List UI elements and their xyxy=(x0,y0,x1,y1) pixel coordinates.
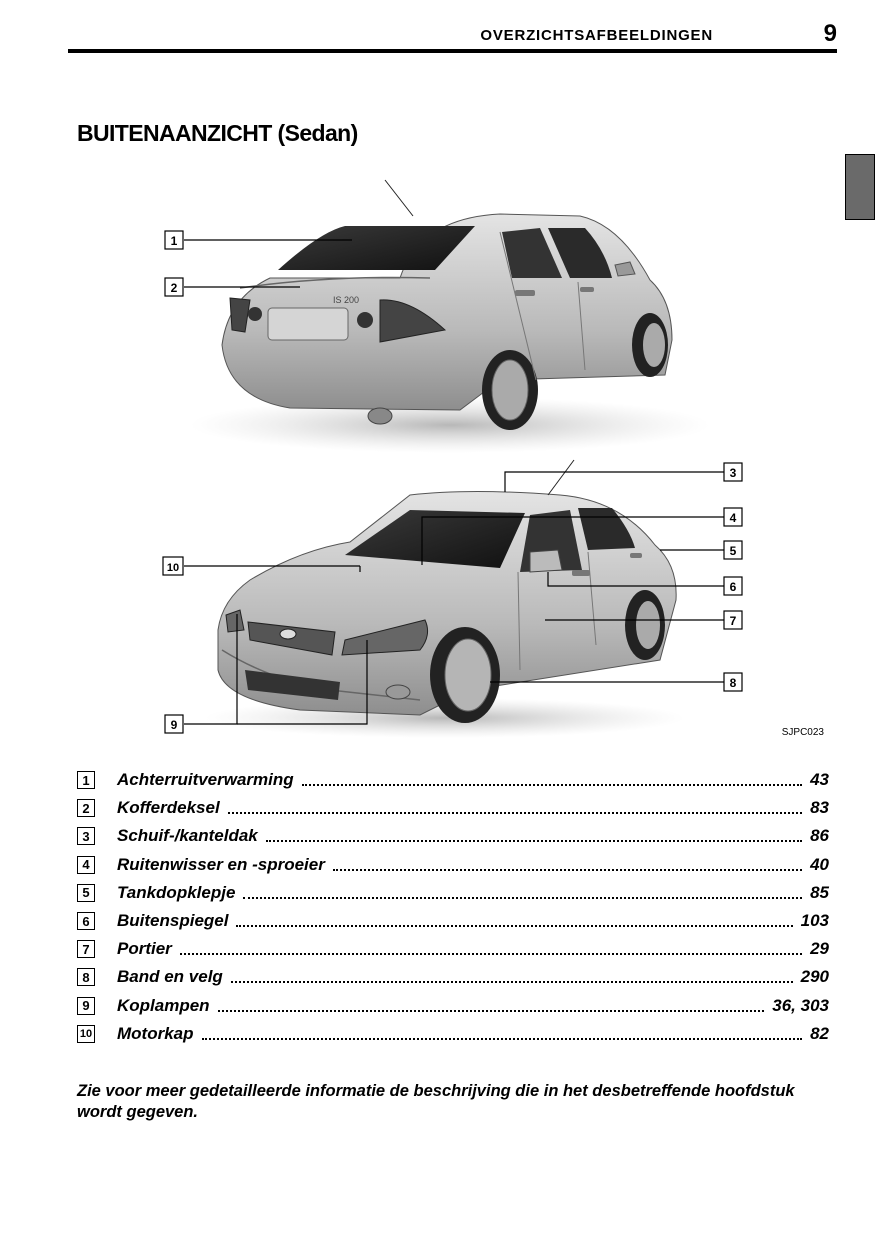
item-label: Portier xyxy=(117,939,172,959)
legend-item xyxy=(77,851,829,879)
item-number: 1 xyxy=(77,771,95,789)
item-label: Koplampen xyxy=(117,995,210,1015)
callout-9: 9 xyxy=(170,718,178,732)
item-page: 85 xyxy=(810,882,829,902)
header-rule xyxy=(68,49,837,53)
section-title: OVERZICHTSAFBEELDINGEN xyxy=(480,27,713,44)
item-number: 7 xyxy=(77,940,95,958)
item-number: 8 xyxy=(77,968,95,986)
item-number: 9 xyxy=(77,997,95,1015)
item-page: 43 xyxy=(810,770,829,790)
leader-dots xyxy=(302,784,802,786)
callout-7: 7 xyxy=(729,614,737,628)
item-number: 5 xyxy=(77,884,95,902)
item-number: 2 xyxy=(77,799,95,817)
footnote: Zie voor meer gedetailleerde informatie de beschrijving die in het desbetreffende hoofdstuk wordt gegeven. xyxy=(77,1082,795,1121)
item-label: Schuif-/kanteldak xyxy=(117,826,258,846)
page-number: 9 xyxy=(823,20,837,47)
leader-dots xyxy=(333,869,802,871)
rear-car xyxy=(190,180,710,453)
callout-3: 3 xyxy=(729,466,737,480)
legend-item xyxy=(77,907,829,935)
item-label: Kofferdeksel xyxy=(117,798,220,818)
callout-4: 4 xyxy=(729,511,737,525)
legend-list xyxy=(77,766,829,1048)
item-number: 3 xyxy=(77,827,95,845)
leader-dots xyxy=(243,897,802,899)
rear-badge: IS 200 xyxy=(333,295,360,305)
legend-item xyxy=(77,766,829,794)
callout-8: 8 xyxy=(729,676,737,690)
leader-dots xyxy=(218,1010,765,1012)
item-page: 103 xyxy=(800,911,829,931)
callout-1: 1 xyxy=(170,234,178,248)
item-page: 40 xyxy=(810,854,829,874)
item-page: 29 xyxy=(810,939,829,959)
legend-item xyxy=(77,879,829,907)
item-page: 82 xyxy=(810,1023,829,1043)
legend-item xyxy=(77,822,829,850)
car-illustration xyxy=(0,170,875,750)
item-number: 4 xyxy=(77,856,95,874)
item-number: 6 xyxy=(77,912,95,930)
figure-code: SJPC023 xyxy=(781,727,824,738)
leader-dots xyxy=(228,812,802,814)
item-label: Motorkap xyxy=(117,1023,194,1043)
legend-item xyxy=(77,992,829,1020)
callout-2: 2 xyxy=(170,281,178,295)
leader-dots xyxy=(266,840,802,842)
item-label: Achterruitverwarming xyxy=(117,770,294,790)
callout-10: 10 xyxy=(166,562,180,574)
item-label: Tankdopklepje xyxy=(117,882,236,902)
leader-dots xyxy=(180,953,802,955)
legend-item xyxy=(77,1020,829,1048)
page-title: BUITENAANZICHT (Sedan) xyxy=(77,120,358,146)
callout-6: 6 xyxy=(729,580,737,594)
item-page: 290 xyxy=(800,967,829,987)
leader-dots xyxy=(231,981,793,983)
item-page: 36, 303 xyxy=(772,995,829,1015)
leader-dots xyxy=(236,925,792,927)
item-label: Band en velg xyxy=(117,967,223,987)
leader-dots xyxy=(202,1038,803,1040)
callout-5: 5 xyxy=(729,544,737,558)
legend-item xyxy=(77,935,829,963)
legend-item xyxy=(77,963,829,991)
item-label: Ruitenwisser en -sproeier xyxy=(117,854,325,874)
item-page: 83 xyxy=(810,798,829,818)
front-car xyxy=(205,460,685,738)
item-number: 10 xyxy=(77,1025,95,1043)
item-label: Buitenspiegel xyxy=(117,911,229,931)
legend-item xyxy=(77,794,829,822)
item-page: 86 xyxy=(810,826,829,846)
